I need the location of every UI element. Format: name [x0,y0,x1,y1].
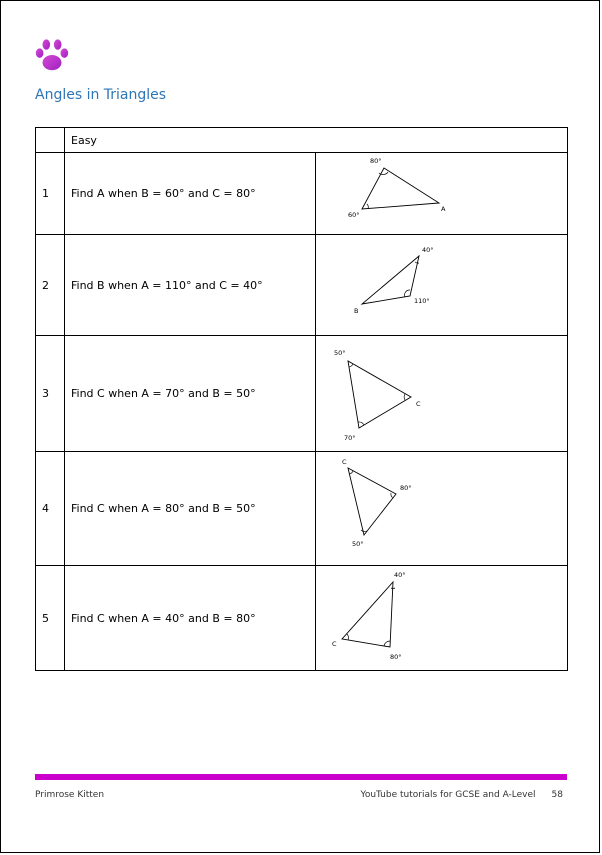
angle-label: 60° [348,211,360,219]
question-text: Find C when A = 80° and B = 50° [65,452,316,566]
triangle-figure-cell [316,153,568,235]
table-header-difficulty: Easy [65,128,568,153]
vertex-label: A [441,205,446,213]
questions-table [35,127,568,671]
vertex-label: C [342,458,347,466]
triangle-diagram [322,452,574,565]
footer-brand: Primrose Kitten [35,790,105,800]
triangle-figure-cell [316,235,568,336]
table-row [36,336,568,452]
vertex-label: B [354,307,359,315]
angle-label: 50° [334,349,346,357]
triangle-diagram [322,235,574,335]
angle-label: 50° [352,540,364,548]
vertex-label: C [416,400,421,408]
table-row [36,235,568,336]
paw-print-icon [33,36,71,74]
page-number: 58 [551,790,563,800]
triangle-figure-cell [316,336,568,452]
angle-label: 80° [390,653,402,661]
table-header-empty-cell [36,128,65,153]
triangle-diagram [322,153,574,234]
question-number: 5 [36,566,65,671]
angle-label: 40° [394,571,406,579]
table-row [36,153,568,235]
question-number: 3 [36,336,65,452]
footer-info [361,790,563,800]
question-text: Find B when A = 110° and C = 40° [65,235,316,336]
table-row [36,566,568,671]
question-number: 1 [36,153,65,235]
question-text: Find A when B = 60° and C = 80° [65,153,316,235]
footer-tagline: YouTube tutorials for GCSE and A-Level [360,790,536,800]
vertex-label: C [332,640,337,648]
question-number: 4 [36,452,65,566]
triangle-figure-cell [316,452,568,566]
angle-label: 110° [414,297,430,305]
question-number: 2 [36,235,65,336]
angle-label: 80° [370,157,382,165]
angle-label: 80° [400,484,412,492]
page-title: Angles in Triangles [35,87,167,103]
triangle-diagram [322,566,574,670]
angle-label: 70° [344,434,356,442]
question-text: Find C when A = 70° and B = 50° [65,336,316,452]
table-header-row [36,128,568,153]
table-row [36,452,568,566]
question-text: Find C when A = 40° and B = 80° [65,566,316,671]
triangle-figure-cell [316,566,568,671]
triangle-diagram [322,336,574,451]
angle-label: 40° [422,246,434,254]
footer-divider [35,774,567,780]
